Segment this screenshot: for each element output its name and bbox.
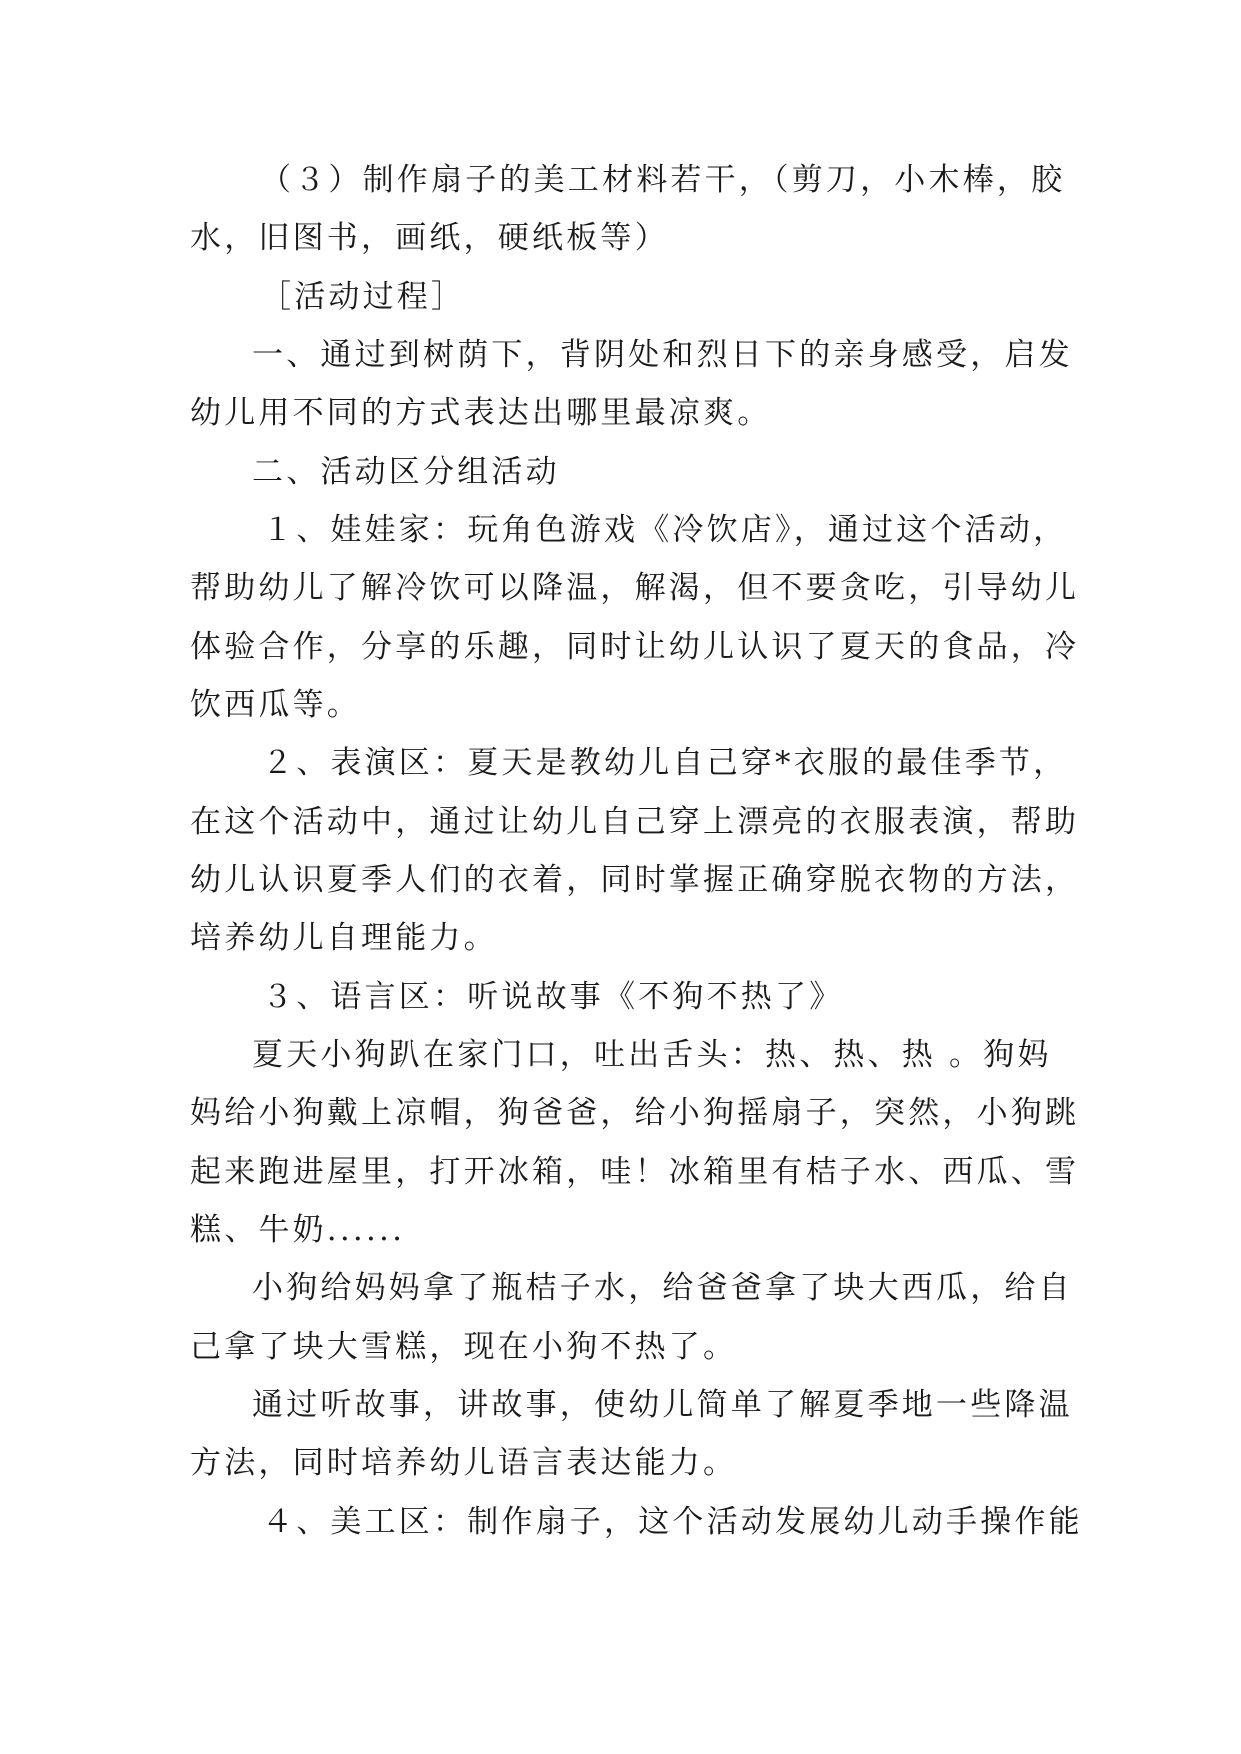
paragraph-line: 糕、牛奶......	[190, 1212, 406, 1248]
paragraph-line: 妈给小狗戴上凉帽，狗爸爸，给小狗摇扇子，突然，小狗跳	[190, 1095, 1080, 1131]
paragraph-line: 小狗给妈妈拿了瓶桔子水，给爸爸拿了块大西瓜，给自	[252, 1270, 1073, 1306]
paragraph-line: 一、通过到树荫下，背阴处和烈日下的亲身感受，启发	[252, 337, 1073, 373]
paragraph-line: 帮助幼儿了解冷饮可以降温，解渴，但不要贪吃，引导幼儿	[190, 570, 1080, 606]
paragraph-line: 水，旧图书，画纸，硬纸板等）	[190, 220, 669, 256]
paragraph-line: （３）制作扇子的美工材料若干，（剪刀，小木棒，胶	[260, 162, 1066, 198]
paragraph-line: １、娃娃家：玩角色游戏《冷饮店》，通过这个活动，	[262, 512, 1068, 548]
paragraph-line: ３、语言区：听说故事《不狗不热了》	[262, 979, 844, 1015]
paragraph-line: 幼儿用不同的方式表达出哪里最凉爽。	[190, 395, 772, 431]
paragraph-line: ４、美工区：制作扇子，这个活动发展幼儿动手操作能	[262, 1504, 1083, 1540]
paragraph-line: 己拿了块大雪糕，现在小狗不热了。	[190, 1329, 738, 1365]
paragraph-line: 培养幼儿自理能力。	[190, 920, 498, 956]
paragraph-line: 通过听故事，讲故事，使幼儿简单了解夏季地一些降温	[252, 1387, 1073, 1423]
subsection-heading: 二、活动区分组活动	[252, 454, 560, 490]
paragraph-line: 在这个活动中，通过让幼儿自己穿上漂亮的衣服表演，帮助	[190, 804, 1080, 840]
section-heading: ［活动过程］	[260, 279, 466, 315]
paragraph-line: 幼儿认识夏季人们的衣着，同时掌握正确穿脱衣物的方法，	[190, 862, 1080, 898]
paragraph-line: 体验合作，分享的乐趣，同时让幼儿认识了夏天的食品，冷	[190, 629, 1080, 665]
paragraph-line: ２、表演区：夏天是教幼儿自己穿*衣服的最佳季节，	[262, 745, 1068, 781]
paragraph-line: 方法，同时培养幼儿语言表达能力。	[190, 1445, 738, 1481]
paragraph-line: 饮西瓜等。	[190, 687, 361, 723]
paragraph-line: 起来跑进屋里，打开冰箱，哇！冰箱里有桔子水、西瓜、雪	[190, 1154, 1080, 1190]
paragraph-line: 夏天小狗趴在家门口，吐出舌头：热、热、热 。狗妈	[252, 1037, 1052, 1073]
